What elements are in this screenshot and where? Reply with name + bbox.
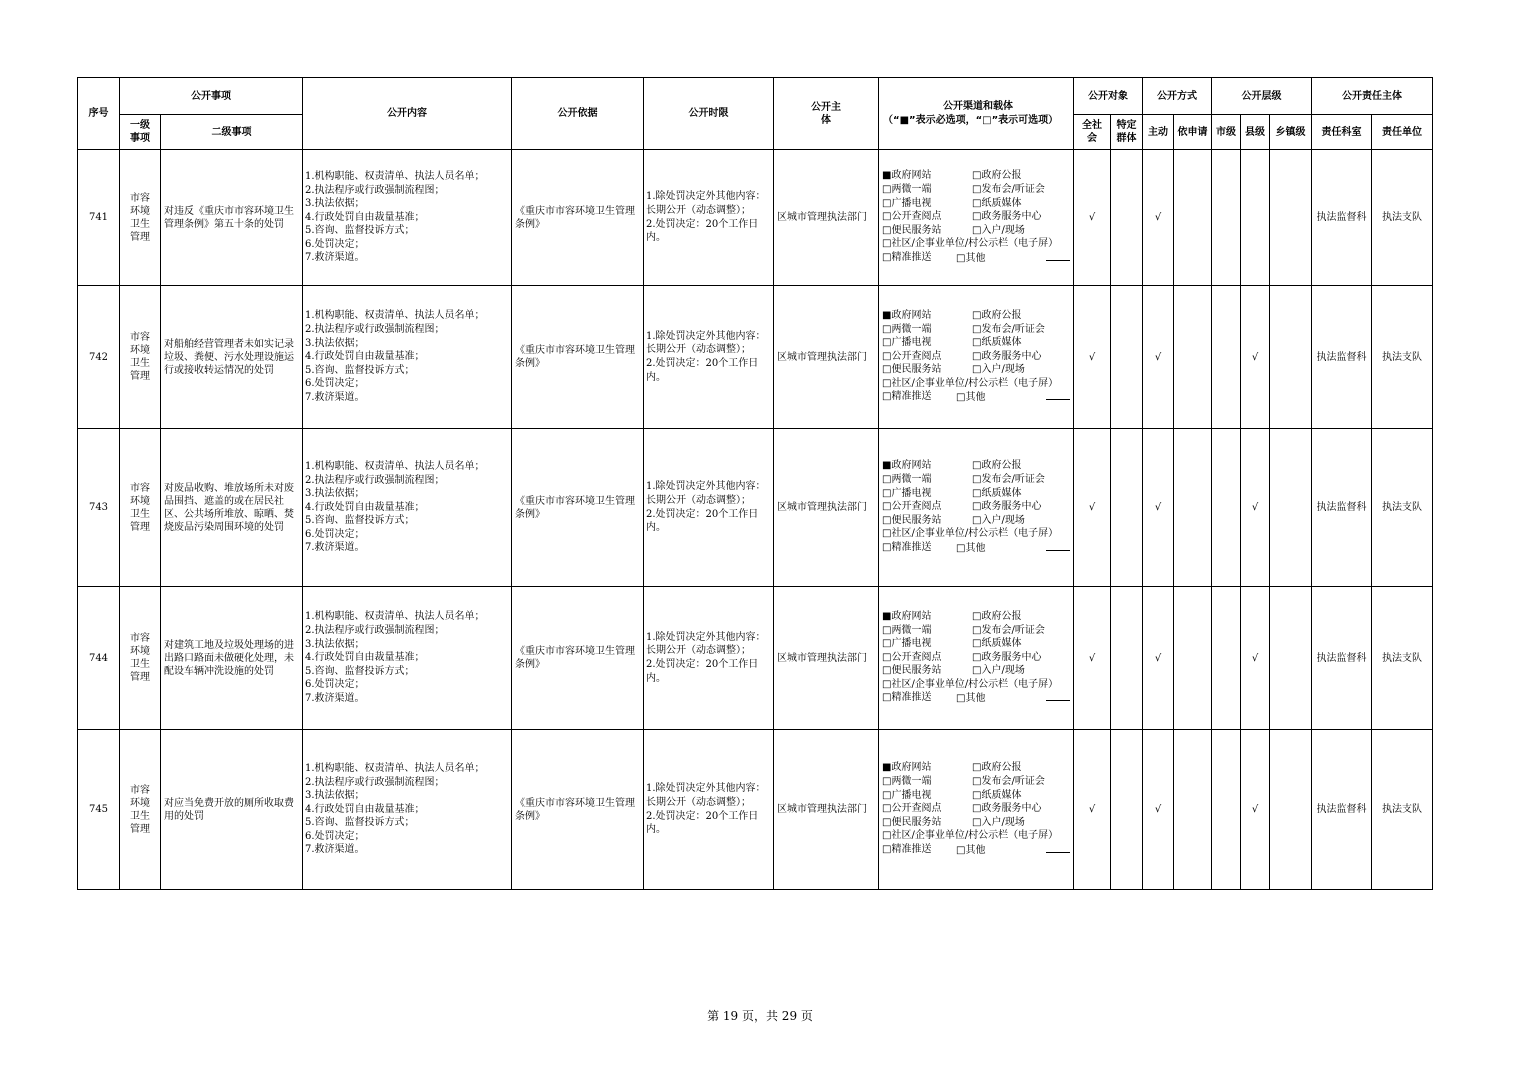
channel-option: □两微一端 [882,323,932,335]
row-subject: 区城市管理执法部门 [774,429,879,587]
content-line: 4.行政处罚自由裁量基准； [305,351,425,363]
term-line: 1.除处罚决定外其他内容：长期公开（动态调整）； [646,783,766,808]
row-seq: 742 [78,286,120,429]
channel-option: ■政府网站 [882,762,932,774]
content-line: 1.机构职能、权责清单、执法人员名单； [305,310,485,322]
content-line: 1.机构职能、权责清单、执法人员名单； [305,762,485,774]
channel-option: □发布会/听证会 [972,184,1045,196]
channel-note: （“■”表示必选项，“□”表示可选项） [883,114,1059,126]
content-line: 7.救济渠道。 [305,844,365,856]
row-target-spec [1111,150,1143,286]
col-resp-unit: 责任单位 [1372,115,1433,150]
row-level-county: √ [1241,730,1270,890]
content-line: 4.行政处罚自由裁量基准； [305,652,425,664]
channel-option: □社区/企事业单位/村公示栏（电子屏） [882,238,1059,250]
row-level-city [1212,587,1241,730]
term-line: 2.处罚决定：20个工作日内。 [646,508,759,534]
content-line: 1.机构职能、权责清单、执法人员名单； [305,460,485,472]
row-resp-unit: 执法支队 [1372,286,1433,429]
channel-option: □发布会/听证会 [972,474,1045,486]
channel-option: □便民服务站 [882,224,942,236]
channel-option: □广播电视 [882,789,932,801]
col-target-all: 全社会 [1074,115,1111,150]
channel-option: □其他 [956,693,986,705]
blank-line [1046,390,1070,400]
channel-option: □两微一端 [882,474,932,486]
row-level-city [1212,429,1241,587]
row-seq: 741 [78,150,120,286]
term-line: 1.除处罚决定外其他内容：长期公开（动态调整）； [646,631,766,657]
table-header [78,78,1433,150]
row-level-town [1270,587,1312,730]
channel-option: □便民服务站 [882,816,942,828]
row-item-l1: 市容环境卫生管理 [120,429,161,587]
row-channels [879,730,1074,890]
col-mode-req: 依申请 [1174,115,1212,150]
term-line: 1.除处罚决定外其他内容：长期公开（动态调整）； [646,191,766,216]
channel-option: □社区/企事业单位/村公示栏（电子屏） [882,678,1059,690]
content-line: 3.执法依据； [305,198,365,210]
channel-option: □便民服务站 [882,364,942,376]
channel-option: □政府公报 [972,170,1022,182]
blank-line [1046,541,1070,551]
content-line: 5.咨询、监督投诉方式； [305,665,415,677]
channel-option: □入户/现场 [972,364,1025,376]
channel-option: □政府公报 [972,610,1022,622]
col-level-town: 乡镇级 [1270,115,1312,150]
channel-option: □入户/现场 [972,514,1025,526]
row-subject: 区城市管理执法部门 [774,150,879,286]
channel-option: □其他 [956,392,986,404]
channel-option: □精准推送 [882,541,932,553]
col-level-city: 市级 [1212,115,1241,150]
channel-option: □纸质媒体 [972,197,1022,209]
channel-option: □纸质媒体 [972,789,1022,801]
content-line: 2.执法程序或行政强制流程图； [305,324,445,336]
row-resp-dept: 执法监督科 [1312,587,1372,730]
content-line: 3.执法依据； [305,488,365,500]
row-level-county: √ [1241,587,1270,730]
table-row [78,150,1433,286]
content-line: 7.救济渠道。 [305,252,365,264]
col-level: 公开层级 [1212,78,1312,115]
row-target-spec [1111,286,1143,429]
channel-option: □两微一端 [882,776,932,788]
row-item-l2: 对应当免费开放的厕所收取费用的处罚 [161,730,303,890]
content-line: 5.咨询、监督投诉方式； [305,817,415,829]
row-channels [879,286,1074,429]
channel-option: □公开查阅点 [882,211,942,223]
content-line: 2.执法程序或行政强制流程图； [305,776,445,788]
row-resp-dept: 执法监督科 [1312,150,1372,286]
table-row [78,587,1433,730]
row-target-all: √ [1074,730,1111,890]
channel-option: □发布会/听证会 [972,323,1045,335]
content-line: 7.救济渠道。 [305,391,365,403]
channel-title: 公开渠道和载体 [943,100,1013,112]
row-basis: 《重庆市市容环境卫生管理条例》 [512,587,644,730]
row-basis: 《重庆市市容环境卫生管理条例》 [512,286,644,429]
channel-option: □纸质媒体 [972,638,1022,650]
row-item-l1: 市容环境卫生管理 [120,730,161,890]
row-term [644,286,774,429]
channel-option: □公开查阅点 [882,350,942,362]
channel-option: □政务服务中心 [972,651,1042,663]
row-seq: 744 [78,587,120,730]
content-line: 6.处罚决定； [305,378,365,390]
row-level-town [1270,150,1312,286]
row-target-spec [1111,429,1143,587]
col-resp-dept: 责任科室 [1312,115,1372,150]
row-level-town [1270,730,1312,890]
row-level-city [1212,286,1241,429]
row-content [303,730,512,890]
channel-option: □广播电视 [882,638,932,650]
row-item-l2: 对船舶经营管理者未如实记录垃圾、粪便、污水处理设施运行或接收转运情况的处罚 [161,286,303,429]
row-seq: 743 [78,429,120,587]
row-item-l2: 对废品收购、堆放场所未对废品围挡、遮盖的或在居民社区、公共场所堆放、晾晒、焚烧废品污染周围环境的处罚 [161,429,303,587]
row-mode-active: √ [1143,286,1174,429]
content-line: 3.执法依据； [305,638,365,650]
channel-option: □两微一端 [882,184,932,196]
row-content [303,150,512,286]
channel-option: □政府公报 [972,309,1022,321]
table-body [78,150,1433,890]
channel-option: □精准推送 [882,843,932,855]
channel-option: ■政府网站 [882,610,932,622]
content-line: 5.咨询、监督投诉方式； [305,364,415,376]
row-term [644,730,774,890]
channel-option: □广播电视 [882,197,932,209]
blank-line [1046,691,1070,701]
channel-option: ■政府网站 [882,460,932,472]
channel-option: □政务服务中心 [972,211,1042,223]
row-channels [879,587,1074,730]
row-mode-active: √ [1143,587,1174,730]
col-mode: 公开方式 [1143,78,1212,115]
channel-option: □公开查阅点 [882,501,942,513]
row-item-l2: 对违反《重庆市市容环境卫生管理条例》第五十条的处罚 [161,150,303,286]
table-row [78,286,1433,429]
row-mode-active: √ [1143,730,1174,890]
term-line: 2.处罚决定：20个工作日内。 [646,358,759,383]
table-row [78,429,1433,587]
row-seq: 745 [78,730,120,890]
row-term [644,150,774,286]
row-resp-unit: 执法支队 [1372,150,1433,286]
channel-option: □政府公报 [972,460,1022,472]
row-item-l1: 市容环境卫生管理 [120,587,161,730]
row-content [303,587,512,730]
content-line: 7.救济渠道。 [305,542,365,554]
channel-option: □便民服务站 [882,665,942,677]
row-resp-unit: 执法支队 [1372,730,1433,890]
col-resp: 公开责任主体 [1312,78,1433,115]
col-item-l1: 一级事项 [120,115,161,150]
channel-option: □纸质媒体 [972,337,1022,349]
col-item-l2: 二级事项 [161,115,303,150]
term-line: 2.处罚决定：20个工作日内。 [646,218,759,244]
content-line: 3.执法依据； [305,790,365,802]
row-level-city [1212,730,1241,890]
channel-option: □政府公报 [972,762,1022,774]
channel-option: □政务服务中心 [972,803,1042,815]
channel-option: □发布会/听证会 [972,624,1045,636]
term-line: 1.除处罚决定外其他内容：长期公开（动态调整）； [646,481,766,506]
row-level-town [1270,286,1312,429]
row-subject: 区城市管理执法部门 [774,730,879,890]
row-mode-active: √ [1143,150,1174,286]
term-line: 2.处罚决定：20个工作日内。 [646,810,759,836]
content-line: 4.行政处罚自由裁量基准； [305,803,425,815]
channel-option: ■政府网站 [882,309,932,321]
channel-option: □精准推送 [882,692,932,704]
row-resp-dept: 执法监督科 [1312,286,1372,429]
row-item-l1: 市容环境卫生管理 [120,150,161,286]
content-line: 4.行政处罚自由裁量基准； [305,211,425,223]
col-mode-active: 主动 [1143,115,1174,150]
row-target-spec [1111,587,1143,730]
row-target-all: √ [1074,587,1111,730]
channel-option: □社区/企事业单位/村公示栏（电子屏） [882,377,1059,389]
col-item: 公开事项 [120,78,303,115]
page-footer: 第 19 页，共 29 页 [707,1009,813,1023]
col-content: 公开内容 [303,78,512,150]
blank-line [1046,251,1070,261]
col-target-spec: 特定群体 [1111,115,1143,150]
term-line: 2.处罚决定：20个工作日内。 [646,659,759,684]
col-channel [879,78,1074,150]
row-mode-req [1174,286,1212,429]
content-line: 1.机构职能、权责清单、执法人员名单； [305,611,485,623]
term-line: 1.除处罚决定外其他内容：长期公开（动态调整）； [646,330,766,356]
row-channels [879,150,1074,286]
channel-option: □便民服务站 [882,514,942,526]
col-level-county: 县级 [1241,115,1270,150]
channel-option: ■政府网站 [882,170,932,182]
channel-option: □社区/企事业单位/村公示栏（电子屏） [882,528,1059,540]
row-item-l2: 对建筑工地及垃圾处理场的进出路口路面未做硬化处理，未配设车辆冲洗设施的处罚 [161,587,303,730]
content-line: 1.机构职能、权责清单、执法人员名单； [305,170,485,182]
row-level-city [1212,150,1241,286]
channel-option: □广播电视 [882,487,932,499]
content-line: 7.救济渠道。 [305,692,365,704]
channel-option: □入户/现场 [972,224,1025,236]
row-subject: 区城市管理执法部门 [774,286,879,429]
content-line: 4.行政处罚自由裁量基准； [305,501,425,513]
content-line: 2.执法程序或行政强制流程图； [305,474,445,486]
row-resp-dept: 执法监督科 [1312,730,1372,890]
row-target-all: √ [1074,150,1111,286]
content-line: 6.处罚决定； [305,238,365,250]
content-line: 2.执法程序或行政强制流程图； [305,625,445,637]
content-line: 5.咨询、监督投诉方式； [305,515,415,527]
row-level-county: √ [1241,286,1270,429]
row-item-l1: 市容环境卫生管理 [120,286,161,429]
content-line: 3.执法依据； [305,337,365,349]
table-row [78,730,1433,890]
content-line: 6.处罚决定； [305,830,365,842]
row-level-county [1241,150,1270,286]
row-mode-req [1174,150,1212,286]
row-target-spec [1111,730,1143,890]
col-seq: 序号 [78,78,120,150]
col-target: 公开对象 [1074,78,1143,115]
channel-option: □发布会/听证会 [972,776,1045,788]
row-resp-unit: 执法支队 [1372,587,1433,730]
content-line: 6.处罚决定； [305,528,365,540]
channel-option: □政务服务中心 [972,501,1042,513]
channel-option: □广播电视 [882,337,932,349]
row-content [303,286,512,429]
content-line: 6.处罚决定； [305,679,365,691]
channel-option: □其他 [956,252,986,264]
blank-line [1046,843,1070,853]
row-term [644,587,774,730]
col-term: 公开时限 [644,78,774,150]
col-basis: 公开依据 [512,78,644,150]
channel-option: □入户/现场 [972,816,1025,828]
row-mode-req [1174,587,1212,730]
row-mode-req [1174,730,1212,890]
row-subject: 区城市管理执法部门 [774,587,879,730]
channel-option: □精准推送 [882,391,932,403]
row-target-all: √ [1074,286,1111,429]
content-line: 2.执法程序或行政强制流程图； [305,184,445,196]
row-channels [879,429,1074,587]
row-target-all: √ [1074,429,1111,587]
channel-option: □两微一端 [882,624,932,636]
channel-option: □入户/现场 [972,665,1025,677]
row-basis: 《重庆市市容环境卫生管理条例》 [512,730,644,890]
content-line: 5.咨询、监督投诉方式； [305,225,415,237]
channel-option: □公开查阅点 [882,651,942,663]
row-term [644,429,774,587]
row-mode-active: √ [1143,429,1174,587]
row-resp-unit: 执法支队 [1372,429,1433,587]
channel-option: □政务服务中心 [972,350,1042,362]
channel-option: □其他 [956,844,986,856]
row-mode-req [1174,429,1212,587]
row-level-county: √ [1241,429,1270,587]
disclosure-table [77,77,1433,890]
row-basis: 《重庆市市容环境卫生管理条例》 [512,150,644,286]
row-content [303,429,512,587]
channel-option: □纸质媒体 [972,487,1022,499]
channel-option: □其他 [956,542,986,554]
row-level-town [1270,429,1312,587]
row-basis: 《重庆市市容环境卫生管理条例》 [512,429,644,587]
channel-option: □公开查阅点 [882,803,942,815]
row-resp-dept: 执法监督科 [1312,429,1372,587]
channel-option: □社区/企事业单位/村公示栏（电子屏） [882,830,1059,842]
col-subject: 公开主体 [774,78,879,150]
channel-option: □精准推送 [882,251,932,263]
